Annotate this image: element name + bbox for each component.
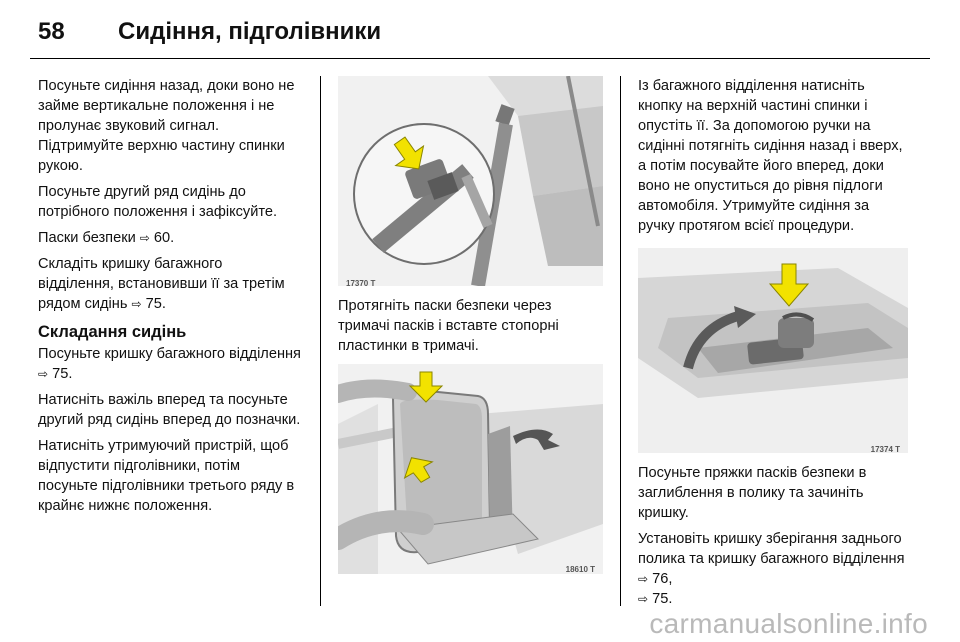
xref-arrow-icon: ⇨ [638, 592, 649, 606]
xref-arrow-icon: ⇨ [38, 367, 49, 381]
floor-lever-drawing [638, 248, 908, 453]
paragraph [38, 254, 302, 314]
page-reference-link[interactable]: 75. [52, 366, 73, 382]
paragraph: Посуньте пряжки пасків безпеки в заглиблення в полику та зачиніть кришку. [638, 465, 867, 521]
xref-arrow-icon: ⇨ [131, 297, 142, 311]
page-header [38, 12, 381, 52]
paragraph: Посуньте другий ряд сидінь до потрібного положення і зафіксуйте. [38, 184, 278, 220]
seat-headrest-illustration [338, 364, 603, 574]
figure-code: 17374 T [870, 445, 900, 453]
paragraph-text: Установіть кришку зберігання заднього полика та кришку багажного відділення [638, 531, 905, 567]
paragraph: Посуньте сидіння назад, доки воно не займе вертикальне положення і не пролунає звуковий сигнал. Підтримуйте верхню частину спинки рукою. [38, 78, 295, 174]
paragraph: Із багажного відділення натисніть кнопку на верхній частині спинки і опустіть її. За допомогою ручки на сидінні потягніть сидіння назад і вверх, а потім посувайте його вперед, доки воно не опуститься до рівня підлоги автомобіля. Утримуйте сидіння за ручку протягом всієї процедури. [638, 78, 903, 234]
xref-arrow-icon: ⇨ [139, 231, 150, 245]
paragraph [38, 228, 302, 248]
column-left [38, 76, 302, 522]
figure-code: 17370 T [346, 279, 376, 286]
xref-arrow-icon: ⇨ [638, 572, 649, 586]
page-title: Сидіння, підголівники [118, 18, 382, 45]
paragraph: Натисніть важіль вперед та посуньте другий ряд сидінь вперед до позначки. [38, 392, 301, 428]
page-reference-link[interactable]: 76, [652, 571, 673, 587]
page-reference-link[interactable]: 75. [652, 591, 673, 607]
column-divider [620, 76, 621, 606]
floor-lever-illustration [638, 248, 908, 453]
figure-caption: Протягніть паски безпеки через тримачі пасків і вставте стопорні пластинки в тримачі. [338, 298, 559, 354]
watermark: carmanualsonline.info [649, 608, 928, 639]
paragraph [638, 529, 908, 609]
paragraph-text: Паски безпеки [38, 230, 140, 246]
page-reference-link[interactable]: 75. [145, 296, 166, 312]
paragraph-text: Складіть кришку багажного відділення, встановивши її за третім рядом сидінь [38, 256, 285, 312]
section-heading: Складання сидінь [38, 323, 187, 341]
paragraph [38, 344, 302, 384]
paragraph-text: Посуньте кришку багажного відділення [38, 346, 301, 362]
figure-code: 18610 T [565, 565, 595, 574]
seatbelt-holder-illustration [338, 76, 603, 286]
column-right [638, 76, 908, 615]
seat-headrest-drawing [338, 364, 603, 574]
column-divider [320, 76, 321, 606]
paragraph: Натисніть утримуючий пристрій, щоб відпустити підголівники, потім посуньте підголівники третього ряду в крайнє нижнє положення. [38, 438, 295, 514]
column-middle [338, 76, 603, 574]
page-reference-link[interactable]: 60. [153, 230, 175, 246]
page-number: 58 [38, 18, 65, 45]
header-divider [30, 58, 930, 59]
seatbelt-holder-drawing [338, 76, 603, 286]
